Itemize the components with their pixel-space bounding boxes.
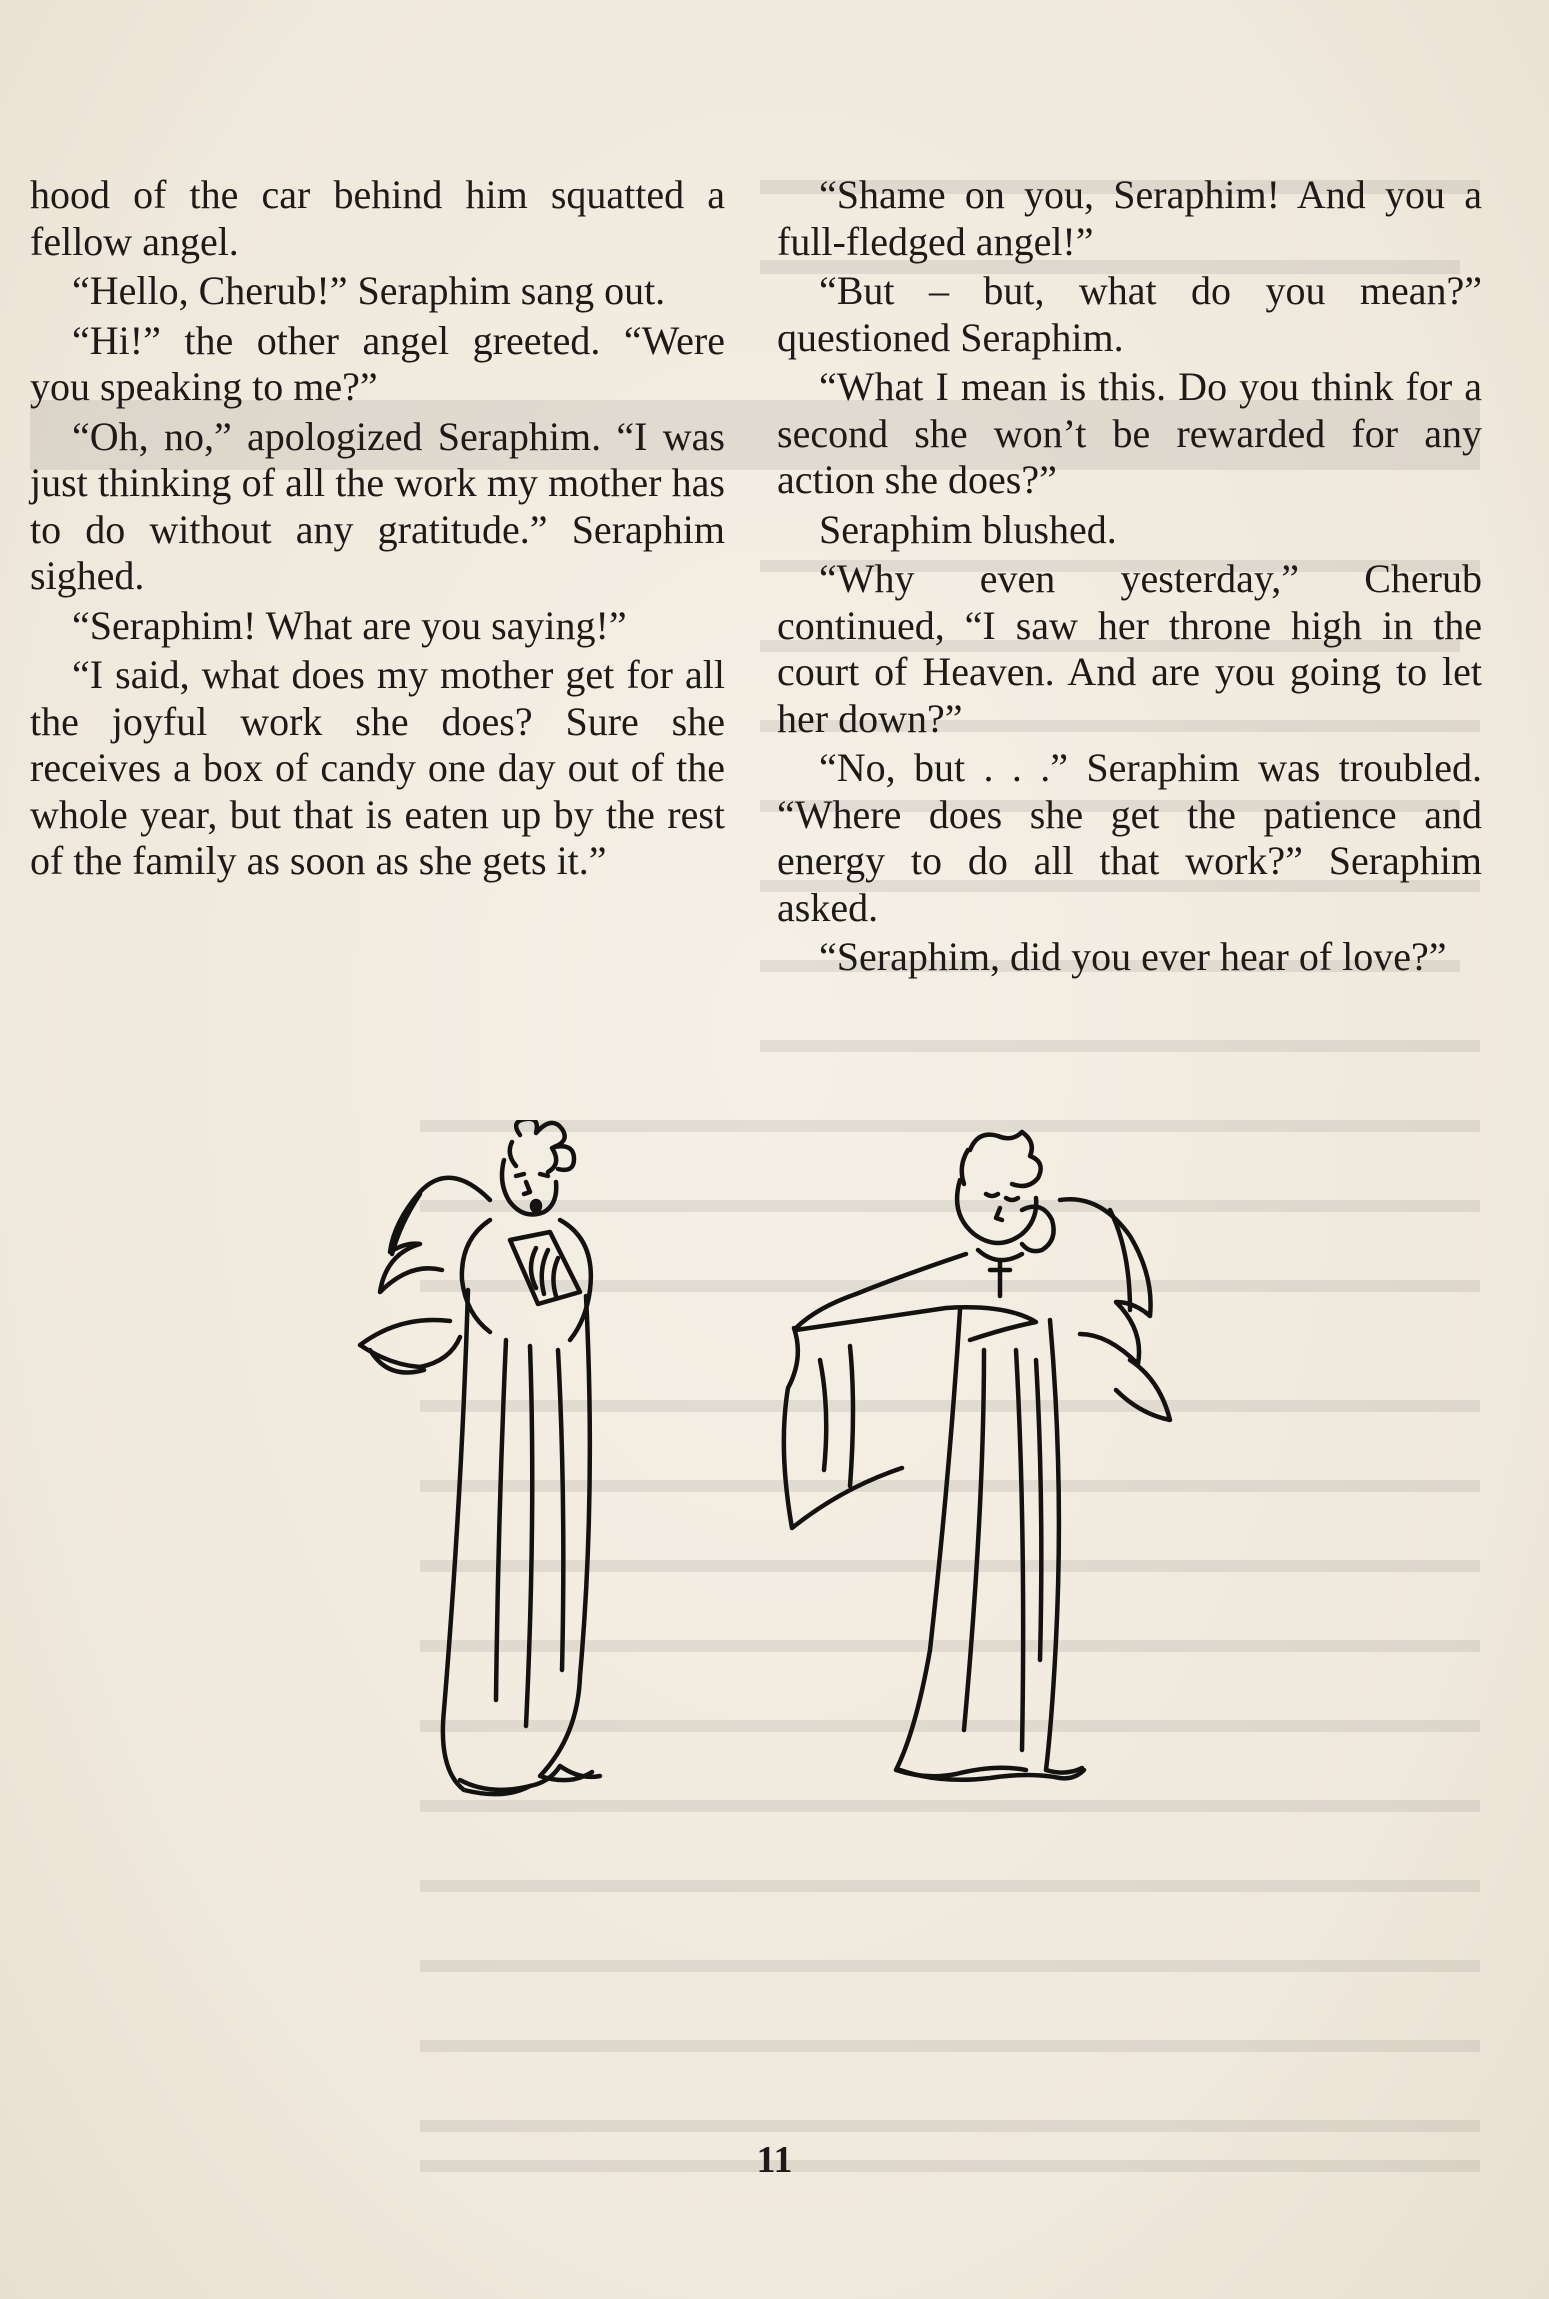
paragraph: hood of the car behind him squatted a fellow angel. xyxy=(30,172,725,264)
text-column-right xyxy=(777,172,1482,984)
paragraph: “Hi!” the other angel greeted. “Were you speaking to me?” xyxy=(30,317,725,409)
paragraph: “What I mean is this. Do you think for a second she won’t be rewarded for any action she does?” xyxy=(777,364,1482,502)
seraphim-figure xyxy=(360,1120,600,1794)
paragraph: “Seraphim, did you ever hear of love?” xyxy=(819,934,1447,979)
paragraph: “I said, what does my mother get for all the joyful work she does? Sure she receives a box of candy one day out of the whole year, but that is eaten up by the rest of the family as soon as she gets it.” xyxy=(30,652,725,883)
page-number: 11 xyxy=(756,2139,793,2181)
cherub-figure xyxy=(784,1132,1170,1780)
paragraph: “But – but, what do you mean?” questioned Seraphim. xyxy=(777,268,1482,360)
paragraph: “No, but . . .” Seraphim was troubled. “Where does she get the patience and energy to do all that work?” Seraphim asked. xyxy=(777,745,1482,930)
paragraph: Seraphim blushed. xyxy=(819,506,1117,552)
paragraph: “Why even yesterday,” Cherub continued, “I saw her throne high in the court of Heaven. And are you going to let her down?” xyxy=(777,556,1482,741)
paragraph: “Hello, Cherub!” Seraphim sang out. xyxy=(72,268,666,313)
text-column-left xyxy=(30,172,725,888)
paragraph: “Seraphim! What are you saying!” xyxy=(72,602,627,648)
paragraph: “Oh, no,” apologized Seraphim. “I was just thinking of all the work my mother has to do without any gratitude.” Seraphim sighed. xyxy=(30,413,725,598)
paragraph: “Shame on you, Seraphim! And you a full-fledged angel!” xyxy=(777,172,1482,264)
angels-illustration xyxy=(290,1120,1270,1890)
